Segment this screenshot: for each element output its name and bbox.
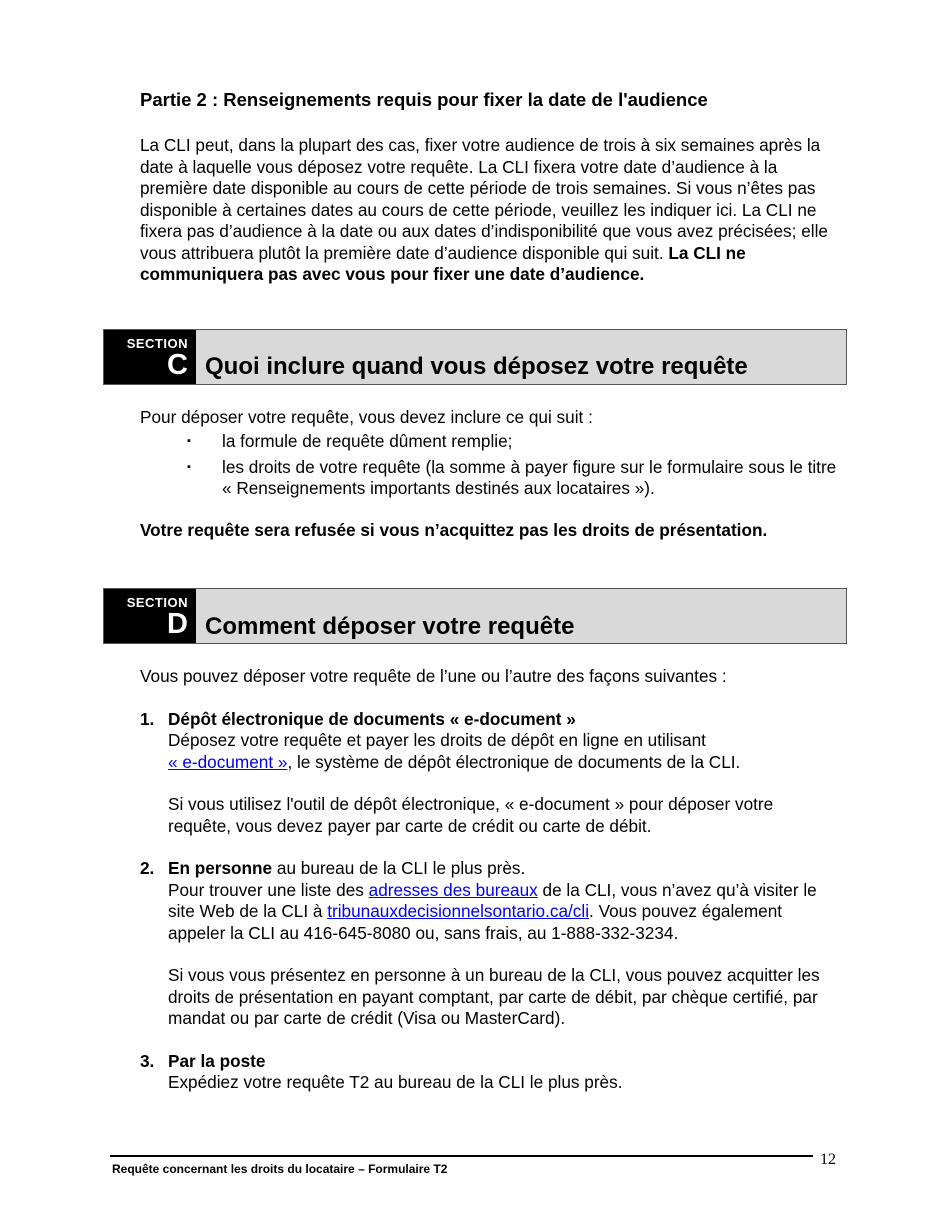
list-item	[140, 858, 840, 1030]
section-c-letter: C	[167, 348, 188, 381]
step-paragraph: Si vous utilisez l'outil de dépôt électronique, « e-document » pour déposer votre requête, vous devez payer par carte de crédit ou carte de débit.	[168, 794, 774, 836]
list-item-text: la formule de requête dûment remplie;	[222, 431, 513, 451]
list-item	[140, 709, 840, 838]
step-text-part: . Vous pouvez également appeler la CLI au 416-645-8080 ou, sans frais, au 1-888-332-3234.	[168, 901, 783, 943]
bullet-icon: ▪	[187, 435, 191, 447]
list-item	[140, 457, 840, 500]
section-c-tag-word: SECTION	[126, 335, 188, 351]
section-c-tag	[104, 330, 196, 384]
part2-bold-text: La CLI ne communiquera pas avec vous pour fixer une date d’audience.	[140, 242, 746, 284]
section-c-warning: Votre requête sera refusée si vous n’acquittez pas les droits de présentation.	[140, 519, 768, 540]
step-text	[168, 730, 840, 773]
step-paragraph: Si vous vous présentez en personne à un bureau de la CLI, vous pouvez acquitter les droits de présentation en payant comptant, par carte de débit, par chèque certifié, par mandat ou par carte de crédit (Visa ou MasterCard).	[168, 965, 820, 1028]
document-body	[126, 88, 840, 1094]
e-document-link[interactable]: « e-document »	[168, 751, 288, 772]
section-d-tag-word: SECTION	[126, 595, 188, 610]
step-number: 3.	[140, 1050, 155, 1071]
section-c-intro: Pour déposer votre requête, vous devez inclure ce qui suit :	[140, 406, 593, 427]
section-d-intro: Vous pouvez déposer votre requête de l’une ou l’autre des façons suivantes :	[140, 666, 727, 686]
step-number: 2.	[140, 858, 155, 878]
part2-title: Partie 2 : Renseignements requis pour fixer la date de l'audience	[140, 89, 708, 110]
footer-divider	[110, 1155, 813, 1157]
step-title: En personne	[168, 858, 273, 878]
step-title-line	[168, 858, 840, 880]
section-d-header	[103, 588, 847, 644]
section-c-heading: Quoi inclure quand vous déposez votre requête	[205, 353, 748, 380]
bullet-icon: ▪	[187, 460, 191, 473]
step-title: Par la poste	[168, 1050, 266, 1071]
section-d-letter: D	[167, 608, 188, 640]
list-item	[140, 431, 840, 453]
step-number: 1.	[140, 708, 155, 729]
step-title-after: au bureau de la CLI le plus près.	[272, 858, 526, 878]
section-d-heading: Comment déposer votre requête	[205, 612, 575, 640]
step-text-part: de la CLI, vous n’avez qu’à visiter le site Web de la CLI à	[168, 879, 817, 921]
step-text-part: Pour trouver une liste des	[168, 879, 369, 900]
part2-paragraph	[140, 135, 840, 286]
office-addresses-link[interactable]: adresses des bureaux	[368, 879, 538, 900]
page-number: 12	[820, 1151, 836, 1168]
section-d-steps	[140, 709, 840, 1094]
step-text-part: Déposez votre requête et payer les droits de dépôt en ligne en utilisant	[168, 730, 706, 750]
list-item	[140, 1051, 840, 1094]
section-c-bullet-list	[140, 431, 840, 500]
footer-text: Requête concernant les droits du locataire – Formulaire T2	[112, 1162, 448, 1176]
section-d-tag	[104, 589, 196, 643]
step-text: Expédiez votre requête T2 au bureau de la CLI le plus près.	[168, 1072, 623, 1092]
step-title: Dépôt électronique de documents « e-document »	[168, 708, 576, 729]
cli-website-link[interactable]: tribunauxdecisionnelsontario.ca/cli	[327, 901, 590, 921]
part2-text: La CLI peut, dans la plupart des cas, fixer votre audience de trois à six semaines après la date à laquelle vous déposez votre requête. La CLI fixera votre date d’audience à la première date disponible au cours de cette période de trois semaines. Si vous n’êtes pas disponible à certaines dates au cours de cette période, veuillez les indiquer ici. La CLI ne fixera pas d’audience à la date ou aux dates d’indisponibilité que vous avez précisées; elle vous attribuera plutôt la première date d’audience disponible qui suit.	[140, 135, 828, 263]
step-text-part: , le système de dépôt électronique de documents de la CLI.	[287, 751, 741, 772]
step-text	[168, 880, 840, 945]
list-item-text: les droits de votre requête (la somme à payer figure sur le formulaire sous le titre « Renseignements importants destinés aux locataires »).	[222, 456, 837, 498]
section-c-header	[103, 329, 847, 385]
